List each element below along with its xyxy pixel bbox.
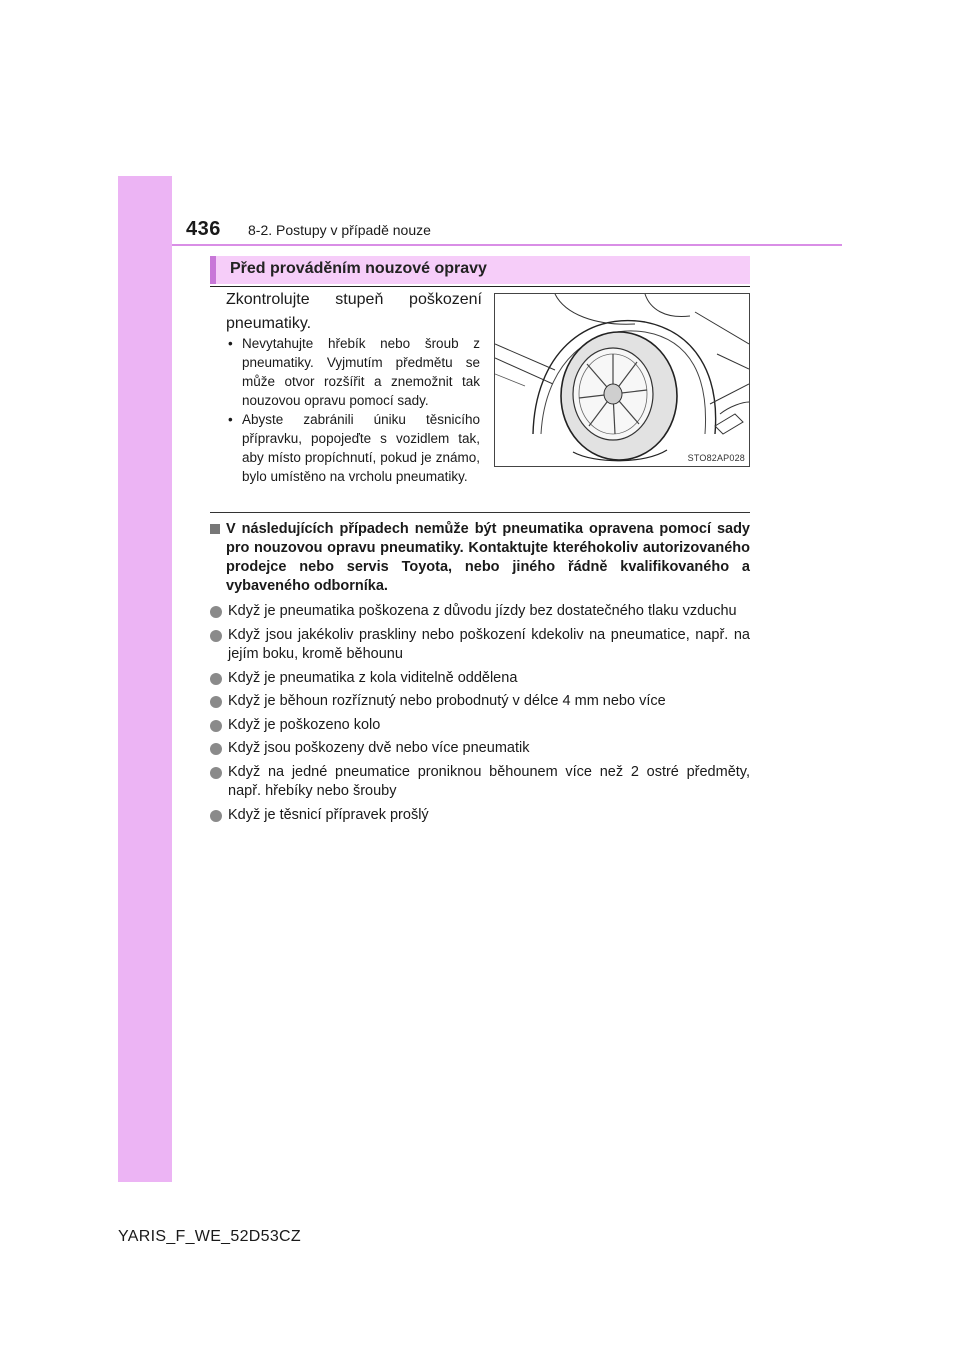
header-rule bbox=[172, 244, 842, 246]
condition-item bbox=[210, 739, 750, 759]
instruction-bullets bbox=[228, 334, 480, 486]
note-heading bbox=[210, 520, 750, 596]
page-number: 436 bbox=[186, 218, 221, 240]
chapter-sidebar bbox=[118, 176, 172, 1182]
bullet-text: Abyste zabránili úniku těsnicího přípravku, popojeďte s vozidlem tak, aby místo propíchnutí, pokud je známo, bylo umístěno na vrcholu pneumatiky. bbox=[242, 412, 480, 484]
condition-item bbox=[210, 602, 750, 622]
condition-text: Když je pneumatika poškozena z důvodu jízdy bez dostatečného tlaku vzduchu bbox=[228, 603, 737, 619]
circle-bullet-icon bbox=[210, 696, 222, 708]
condition-item bbox=[210, 763, 750, 802]
condition-text: Když je pneumatika z kola viditelně oddělena bbox=[228, 669, 518, 686]
section-divider bbox=[210, 512, 750, 513]
bullet-item bbox=[228, 410, 480, 486]
tire-illustration bbox=[494, 293, 750, 467]
condition-text: Když je běhoun rozříznutý nebo probodnutý v délce 4 mm nebo více bbox=[228, 693, 666, 709]
circle-bullet-icon bbox=[210, 673, 222, 685]
condition-text: Když jsou poškozeny dvě nebo více pneumatik bbox=[228, 740, 530, 756]
condition-item bbox=[210, 692, 750, 712]
condition-list bbox=[210, 602, 750, 825]
condition-item bbox=[210, 806, 750, 826]
document-code: YARIS_F_WE_52D53CZ bbox=[118, 1228, 301, 1245]
car-wheel-drawing bbox=[495, 294, 749, 466]
condition-text: Když je těsnicí přípravek prošlý bbox=[228, 806, 429, 823]
condition-item bbox=[210, 716, 750, 736]
repair-limitations bbox=[210, 520, 750, 829]
circle-bullet-icon bbox=[210, 743, 222, 755]
condition-item bbox=[210, 669, 750, 689]
circle-bullet-icon bbox=[210, 606, 222, 618]
section-title: Před prováděním nouzové opravy bbox=[230, 260, 487, 277]
condition-text: Když na jedné pneumatice proniknou běhounem více než 2 ostré předměty, např. hřebíky nebo šrouby bbox=[228, 763, 750, 799]
condition-item bbox=[210, 626, 750, 665]
section-rule bbox=[210, 286, 750, 287]
intro-text: Zkontrolujte stupeň poškození pneumatiky. bbox=[226, 291, 482, 332]
bullet-dot: • bbox=[228, 336, 233, 351]
section-heading-bar bbox=[210, 256, 750, 284]
bullet-dot: • bbox=[228, 412, 233, 427]
condition-text: Když je poškozeno kolo bbox=[228, 716, 381, 733]
chapter-title: 8-2. Postupy v případě nouze bbox=[248, 222, 431, 238]
bullet-text: Nevytahujte hřebík nebo šroub z pneumatiky. Vyjmutím předmětu se může otvor rozšířit a znemožnit tak nouzovou opravu pomocí sady. bbox=[242, 336, 480, 408]
square-bullet-icon bbox=[210, 524, 220, 534]
condition-text: Když jsou jakékoliv praskliny nebo poškození kdekoliv na pneumatice, např. na jejím boku, kromě běhounu bbox=[228, 626, 750, 662]
note-heading-text: V následujících případech nemůže být pneumatika opravena pomocí sady pro nouzovou opravu pneumatiky. Kontaktujte kteréhokoliv autorizovaného prodejce nebo servis Toyota, nebo jiného řádně kvalifikovaného a vybaveného odborníka. bbox=[226, 521, 750, 594]
circle-bullet-icon bbox=[210, 810, 222, 822]
circle-bullet-icon bbox=[210, 630, 222, 642]
circle-bullet-icon bbox=[210, 720, 222, 732]
bullet-item bbox=[228, 334, 480, 410]
figure-code: STO82AP028 bbox=[687, 453, 745, 463]
circle-bullet-icon bbox=[210, 767, 222, 779]
